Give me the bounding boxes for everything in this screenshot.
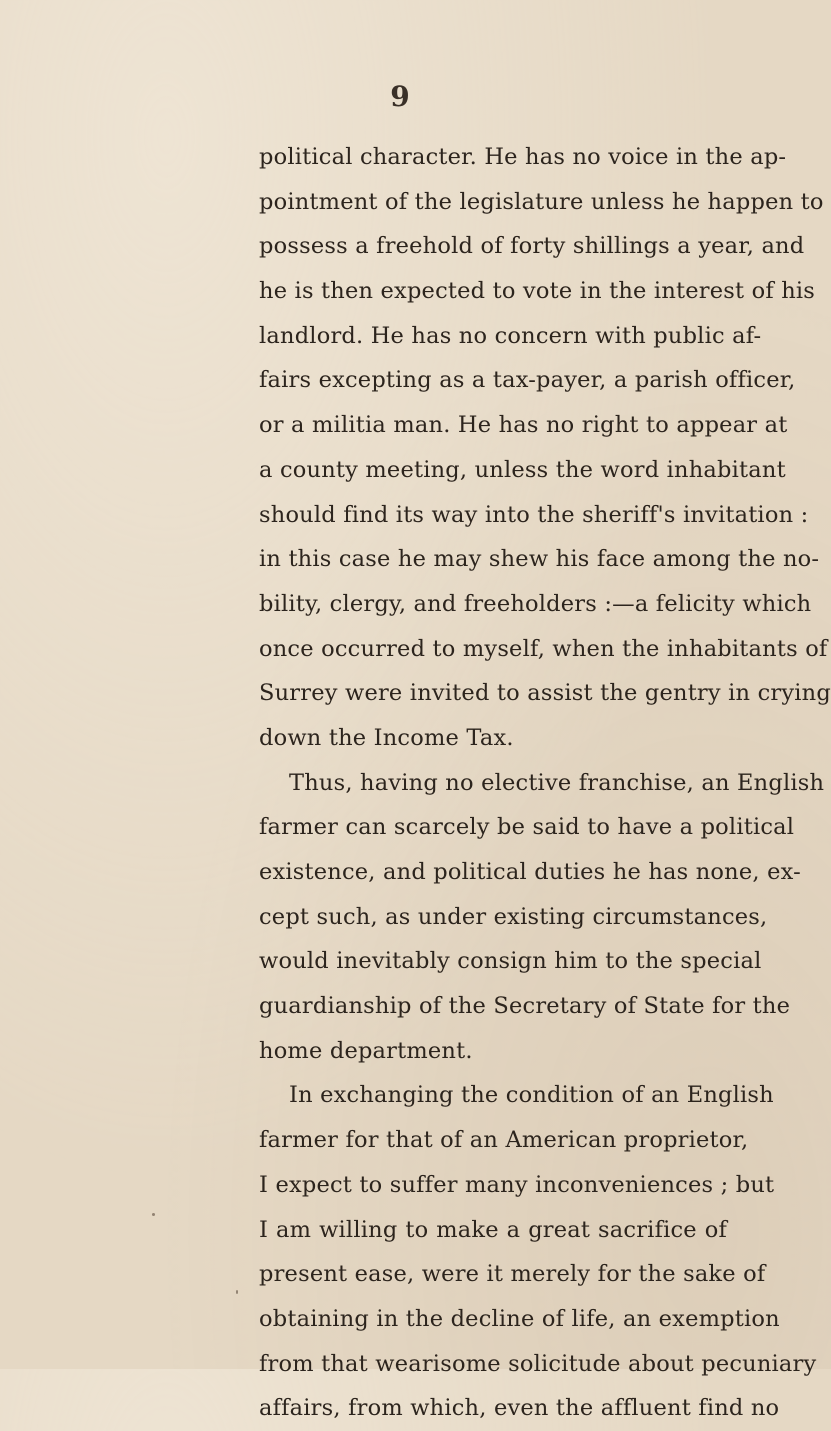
text-line: pointment of the legislature unless he happen to	[259, 188, 824, 215]
text-line: down the Income Tax.	[259, 724, 514, 751]
text-line: guardianship of the Secretary of State for the	[259, 993, 791, 1020]
text-line: he is then expected to vote in the interest of his	[259, 278, 816, 305]
text-line: would inevitably consign him to the special	[259, 948, 762, 975]
paper-speck	[236, 1290, 238, 1294]
body-text	[259, 135, 831, 1431]
text-line: present ease, were it merely for the sake of	[259, 1261, 766, 1288]
text-line: or a militia man. He has no right to appear at	[259, 412, 788, 439]
text-line: should find its way into the sheriff's invitation :	[259, 501, 809, 528]
text-line: from that wearisome solicitude about pecuniary	[259, 1350, 817, 1377]
text-line: once occurred to myself, when the inhabitants of	[259, 635, 828, 662]
text-line: bility, clergy, and freeholders :—a felicity which	[259, 590, 812, 617]
text-line: cept such, as under existing circumstances,	[259, 903, 768, 930]
text-line: I am willing to make a great sacrifice of	[259, 1216, 727, 1243]
text-line: affairs, from which, even the affluent find no	[259, 1395, 780, 1422]
text-line: landlord. He has no concern with public af-	[259, 322, 762, 349]
text-line: farmer for that of an American proprietor,	[259, 1127, 749, 1154]
text-line: farmer can scarcely be said to have a political	[259, 814, 795, 841]
text-line: Thus, having no elective franchise, an English	[289, 769, 825, 796]
text-line: In exchanging the condition of an English	[289, 1082, 774, 1109]
text-line: fairs excepting as a tax-payer, a parish officer,	[259, 367, 796, 394]
text-line: Surrey were invited to assist the gentry in crying	[259, 680, 831, 707]
text-line: home department.	[259, 1037, 473, 1064]
text-line: political character. He has no voice in the ap-	[259, 144, 787, 170]
text-line: in this case he may shew his face among the no-	[259, 546, 820, 573]
paper-speck	[152, 1213, 155, 1216]
text-line: existence, and political duties he has none, ex-	[259, 859, 801, 885]
text-line: possess a freehold of forty shillings a year, and	[259, 233, 805, 260]
page-number: 9	[390, 80, 410, 113]
text-line: I expect to suffer many inconveniences ; but	[259, 1171, 775, 1198]
text-line: a county meeting, unless the word inhabitant	[259, 456, 786, 483]
text-line: obtaining in the decline of life, an exemption	[259, 1305, 780, 1332]
